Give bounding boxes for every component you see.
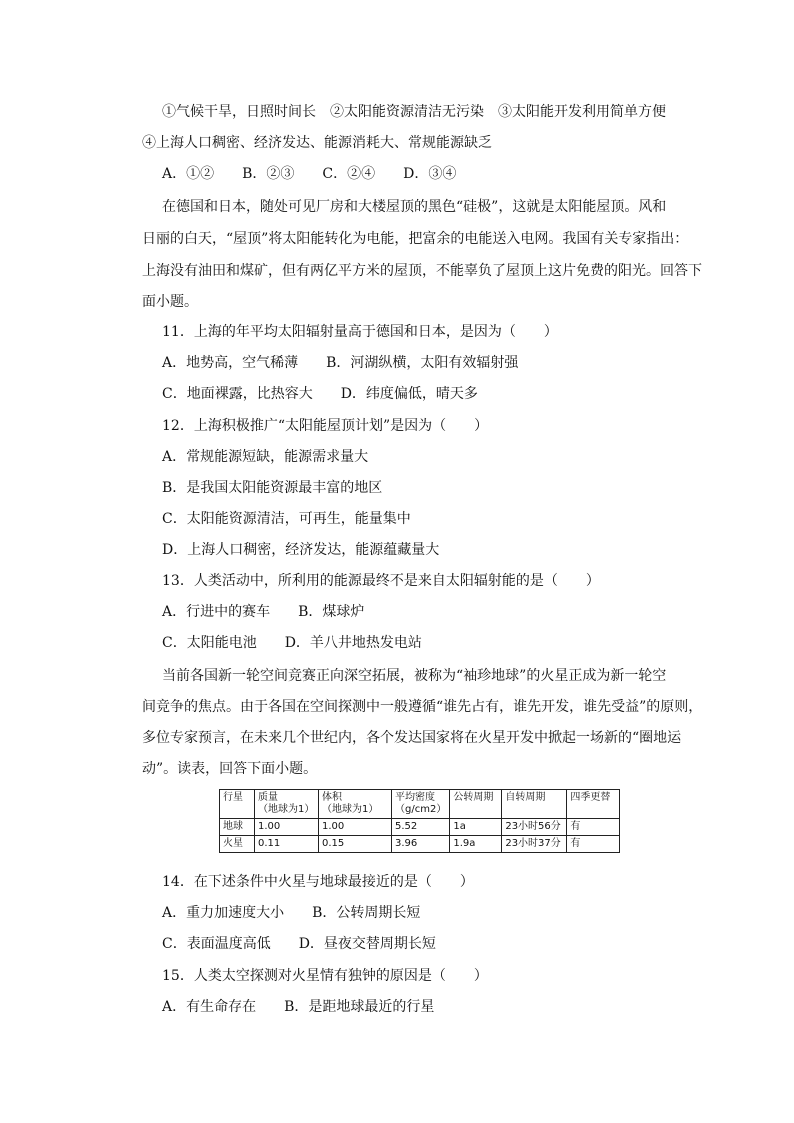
- passage-1-line-2: 日丽的白天，“屋顶”将太阳能转化为电能，把富余的电能送入电网。我国有关专家指出：: [142, 231, 689, 247]
- table-header-cell: 平均密度 （g/cm2）: [392, 790, 450, 819]
- table-header-cell: 质量 （地球为1）: [255, 790, 319, 819]
- table-cell: 火星: [220, 836, 255, 853]
- passage-1-line-1: 在德国和日本，随处可见厂房和大楼屋顶的黑色“硅极”，这就是太阳能屋顶。风和: [162, 199, 667, 215]
- question-14: 14．在下述条件中火星与地球最接近的是（ ）: [162, 874, 474, 890]
- table-cell: 地球: [220, 819, 255, 836]
- table-header-cell: 四季更替: [567, 790, 620, 819]
- table-cell: 1.00: [319, 819, 392, 836]
- question-12: 12．上海积极推广“太阳能屋顶计划”是因为（ ）: [162, 418, 489, 434]
- table-cell: 0.15: [319, 836, 392, 853]
- table-cell: 5.52: [392, 819, 450, 836]
- table-cell: 1.00: [255, 819, 319, 836]
- question-13: 13．人类活动中，所利用的能源最终不是来自太阳辐射能的是（ ）: [162, 573, 600, 589]
- table-header-cell: 公转周期: [450, 790, 502, 819]
- question-11-options-ab: A．地势高，空气稀薄 B．河湖纵横，太阳有效辐射强: [162, 355, 519, 371]
- table-header-cell: 自转周期: [502, 790, 567, 819]
- passage-2-line-3: 多位专家预言，在未来几个世纪内，各个发达国家将在火星开发中掀起一场新的“圈地运: [142, 730, 682, 746]
- answer-choices-q10: A．①② B．②③ C．②④ D．③④: [162, 166, 457, 182]
- option-list-line-2: ④上海人口稠密、经济发达、能源消耗大、常规能源缺乏: [142, 135, 492, 151]
- passage-2-line-4: 动”。读表，回答下面小题。: [142, 761, 318, 777]
- table-header-row: [220, 790, 620, 819]
- question-13-options-cd: C．太阳能电池 D．羊八井地热发电站: [162, 635, 422, 651]
- question-11-options-cd: C．地面裸露，比热容大 D．纬度偏低，晴天多: [162, 386, 478, 402]
- question-12-option-c: C．太阳能资源清洁，可再生，能量集中: [162, 511, 411, 527]
- table-cell: 23小时37分: [502, 836, 567, 853]
- table-cell: 3.96: [392, 836, 450, 853]
- question-12-option-b: B．是我国太阳能资源最丰富的地区: [162, 480, 383, 496]
- question-14-options-ab: A．重力加速度大小 B．公转周期长短: [162, 905, 421, 921]
- question-15: 15．人类太空探测对火星情有独钟的原因是（ ）: [162, 968, 488, 984]
- table-cell: 1.9a: [450, 836, 502, 853]
- passage-1-line-4: 面小题。: [142, 294, 198, 310]
- question-14-options-cd: C．表面温度高低 D．昼夜交替周期长短: [162, 936, 436, 952]
- table-cell: 0.11: [255, 836, 319, 853]
- question-15-options-ab: A．有生命存在 B．是距地球最近的行星: [162, 999, 435, 1015]
- table-cell: 有: [567, 819, 620, 836]
- table-header-cell: 体积 （地球为1）: [319, 790, 392, 819]
- passage-1-line-3: 上海没有油田和煤矿，但有两亿平方米的屋顶，不能辜负了屋顶上这片免费的阳光。回答下: [142, 263, 702, 279]
- passage-2-line-2: 间竞争的焦点。由于各国在空间探测中一般遵循“谁先占有，谁先开发，谁先受益”的原则，: [142, 699, 703, 715]
- question-12-option-d: D．上海人口稠密，经济发达，能源蕴藏量大: [162, 542, 440, 558]
- table-header-cell: 行星: [220, 790, 255, 819]
- option-list-line-1: ①气候干旱，日照时间长 ②太阳能资源清洁无污染 ③太阳能开发利用简单方便: [162, 104, 666, 120]
- question-11: 11．上海的年平均太阳辐射量高于德国和日本，是因为（ ）: [162, 324, 558, 340]
- passage-2-line-1: 当前各国新一轮空间竞赛正向深空拓展，被称为“袖珍地球”的火星正成为新一轮空: [162, 668, 667, 684]
- table-row: [220, 836, 620, 853]
- question-13-options-ab: A．行进中的赛车 B．煤球炉: [162, 604, 365, 620]
- question-12-option-a: A．常规能源短缺，能源需求量大: [162, 449, 369, 465]
- table-cell: 有: [567, 836, 620, 853]
- table-row: [220, 819, 620, 836]
- planet-comparison-table: [219, 789, 620, 853]
- table-cell: 1a: [450, 819, 502, 836]
- table-cell: 23小时56分: [502, 819, 567, 836]
